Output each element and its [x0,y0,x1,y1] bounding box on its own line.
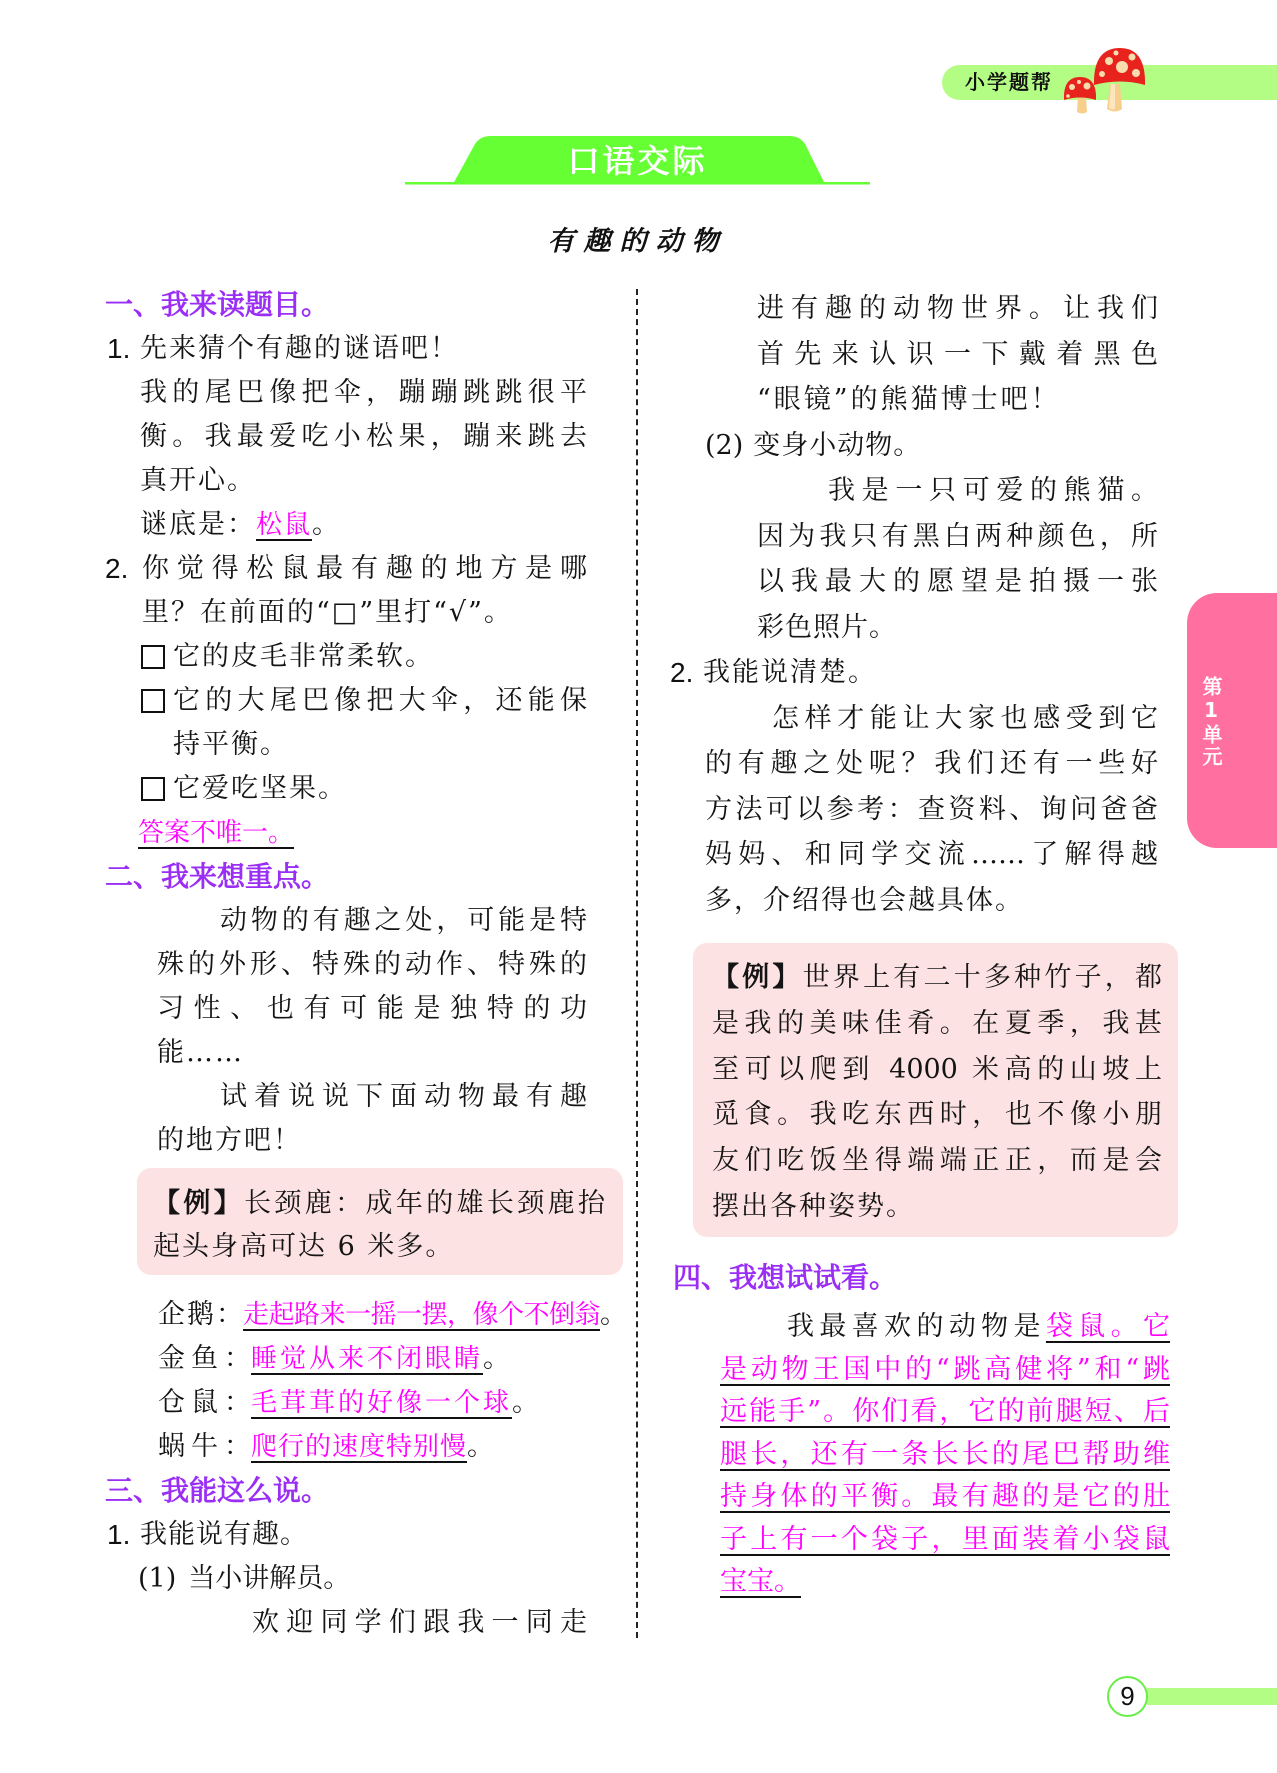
paragraph-line: 欢迎同学们跟我一同走 [252,1607,587,1638]
riddle-line: 我的尾巴像把伞，蹦蹦跳跳很平 [140,377,587,408]
q2-number: 2. [105,553,129,584]
example-line: 友们吃饭坐得端端正正，而是会 [712,1145,1162,1177]
example-line: 是我的美味佳肴。在夏季，我甚 [712,1007,1162,1039]
option-row [173,679,587,723]
section-2-heading: 二、我来想重点。 [105,861,330,892]
animal-answer: 走起路来一摇一摆，像个不倒翁 [243,1300,601,1330]
part1-title: 当小讲解员。 [188,1563,351,1594]
s3-q1-title-line [107,1513,587,1557]
s3-q2-title: 我能说清楚。 [703,657,877,688]
answer-text: 是动物王国中的“跳高健将”和“跳 [720,1353,1170,1385]
mushroom-icon [1060,45,1150,115]
q1-number: 1. [107,333,131,364]
answer-line [720,1391,1170,1434]
paragraph-line: “眼镜”的熊猫博士吧！ [757,384,1061,415]
option-text: 它爱吃坚果。 [173,773,347,804]
paragraph-line: 妈妈、和同学交流……了解得越 [705,839,1158,870]
section-4-answer [720,1306,1175,1604]
answer-line [720,1349,1170,1392]
answer-text: 袋鼠。它 [1045,1311,1171,1342]
paragraph-line: 动物的有趣之处，可能是特 [220,905,587,936]
example-line [153,1182,605,1225]
q2-prompt-line: 里？在前面的“□”里打“√”。 [142,597,513,628]
riddle-answer-end: 。 [312,509,342,540]
part2-title-line [705,423,1170,469]
animal-answer-end: 。 [600,1299,628,1330]
riddle-line: 衡。我最爱吃小松果，蹦来跳去 [140,421,587,452]
answer-line [720,1519,1170,1562]
answer-note: 答案不唯一。 [138,818,295,848]
option-checkbox [141,777,165,801]
riddle-answer-label: 谜底是： [140,509,256,540]
left-column-bottom [105,1293,628,1645]
animal-answer: 睡觉从来不闭眼睛 [251,1344,484,1374]
answer-line [720,1561,1170,1604]
option-row [173,767,587,811]
paragraph-line: 试着说说下面动物最有趣 [220,1081,587,1112]
example-line [712,955,1162,1001]
answer-line [787,1306,1170,1349]
option-text: 它的皮毛非常柔软。 [173,641,434,672]
option-text: 它的大尾巴像把大伞，还能保 [173,685,587,716]
example-box-panda [693,943,1178,1237]
answer-text: 子上有一个袋子，里面装着小袋鼠 [720,1523,1170,1555]
animal-answer-end: 。 [467,1431,495,1462]
answer-text: 腿长，还有一条长长的尾巴帮助维 [720,1438,1170,1470]
paragraph-line: 方法可以参考：查资料、询问爸爸 [705,793,1158,825]
answer-text: 持身体的平衡。最有趣的是它的肚 [720,1481,1170,1512]
animal-sep: ： [224,1387,251,1418]
answer-line [720,1476,1170,1519]
animal-label: 蜗牛 [158,1431,224,1462]
example-line: 至可以爬到 4000 米高的山坡上 [712,1053,1162,1085]
page-title: 口语交际 [567,143,708,179]
q1-prompt: 先来猜个有趣的谜语吧！ [140,333,459,364]
riddle-answer-line [140,503,587,547]
animal-sep: ： [224,1431,251,1462]
answer-text: 远能手”。你们看，它的前腿短、后 [720,1396,1170,1427]
part2-label: (2) [705,429,744,461]
left-column-top [105,283,595,1163]
part1-title-line [138,1557,595,1601]
s3-q2-number: 2. [670,657,694,688]
option-text-continued: 持平衡。 [173,729,289,760]
option-checkbox [141,689,165,713]
option-checkbox [141,645,165,669]
answer-line [720,1434,1170,1477]
animal-sep: ： [224,1343,251,1374]
paragraph-line: 以我最大的愿望是拍摄一张 [757,566,1158,597]
right-column-top [670,286,1170,923]
animal-label: 企鹅 [158,1299,216,1330]
section-3-heading: 三、我能这么说。 [105,1475,330,1506]
animal-answer-end: 。 [512,1387,540,1418]
paragraph-line: 因为我只有黑白两种颜色，所 [757,520,1158,552]
paragraph-line: 习性、也有可能是独特的功 [157,993,587,1024]
part2-title: 变身小动物。 [753,429,922,461]
section-1-heading: 一、我来读题目。 [105,289,330,320]
part1-label: (1) [138,1563,177,1594]
page-number: 9 [1107,1676,1148,1717]
paragraph-line: 怎样才能让大家也感受到它 [772,702,1158,734]
example-text: 长颈鹿：成年的雄长颈鹿抬 [244,1188,606,1219]
animal-answer: 毛茸茸的好像一个球 [251,1388,513,1418]
q1-prompt-line [107,327,587,371]
riddle-answer: 松鼠 [256,510,313,540]
example-tag: 【例】 [153,1188,245,1219]
q2-prompt-line [105,547,587,591]
paragraph-line: 彩色照片。 [757,611,897,643]
paragraph-line: 多，介绍得也会越具体。 [705,884,1024,916]
paragraph-line: 我是一只可爱的熊猫。 [828,475,1158,506]
paragraph-line: 的有趣之处呢？我们还有一些好 [705,748,1158,779]
animal-answer-row [158,1293,628,1337]
animal-label: 仓鼠 [158,1387,224,1418]
paragraph-line: 能…… [157,1037,244,1068]
example-tag: 【例】 [712,962,803,993]
paragraph-line: 进有趣的动物世界。让我们 [757,293,1158,324]
animal-answer-row [158,1381,595,1425]
animal-answer-end: 。 [483,1343,511,1374]
unit-tab-label: 第1单元 [1199,676,1223,768]
section-4-prompt: 我最喜欢的动物是 [787,1311,1046,1342]
animal-sep: ： [216,1299,243,1330]
example-line: 摆出各种姿势。 [712,1190,915,1222]
animal-label: 金鱼 [158,1343,224,1374]
s3-q2-title-line [670,650,1158,696]
example-line: 觅食。我吃东西时，也不像小朋 [712,1099,1162,1131]
example-box-giraffe [137,1168,623,1275]
section-4-heading-wrap [673,1256,897,1300]
answer-note-line [138,811,595,855]
s3-q1-number: 1. [107,1519,131,1550]
option-row [173,635,587,679]
paragraph-line: 首先来认识一下戴着黑色 [757,338,1158,370]
section-4-heading: 四、我想试试看。 [673,1262,898,1293]
s3-q1-title: 我能说有趣。 [140,1519,308,1550]
lesson-subtitle: 有趣的动物 [547,226,728,257]
example-line: 起头身高可达 6 米多。 [153,1231,455,1262]
riddle-line: 真开心。 [140,465,256,496]
animal-answer: 爬行的速度特别慢 [251,1432,468,1462]
column-divider [636,289,638,1638]
paragraph-line: 殊的外形、特殊的动作、特殊的 [157,949,587,980]
footer-bar [1147,1688,1277,1705]
answer-text: 宝宝。 [720,1566,801,1597]
animal-answer-row [158,1337,595,1381]
animal-answer-row [158,1425,595,1469]
q2-prompt: 你觉得松鼠最有趣的地方是哪 [142,553,587,584]
brand-label: 小学题帮 [965,70,1053,94]
paragraph-line: 的地方吧！ [157,1125,302,1156]
example-text: 世界上有二十多种竹子，都 [802,962,1163,993]
